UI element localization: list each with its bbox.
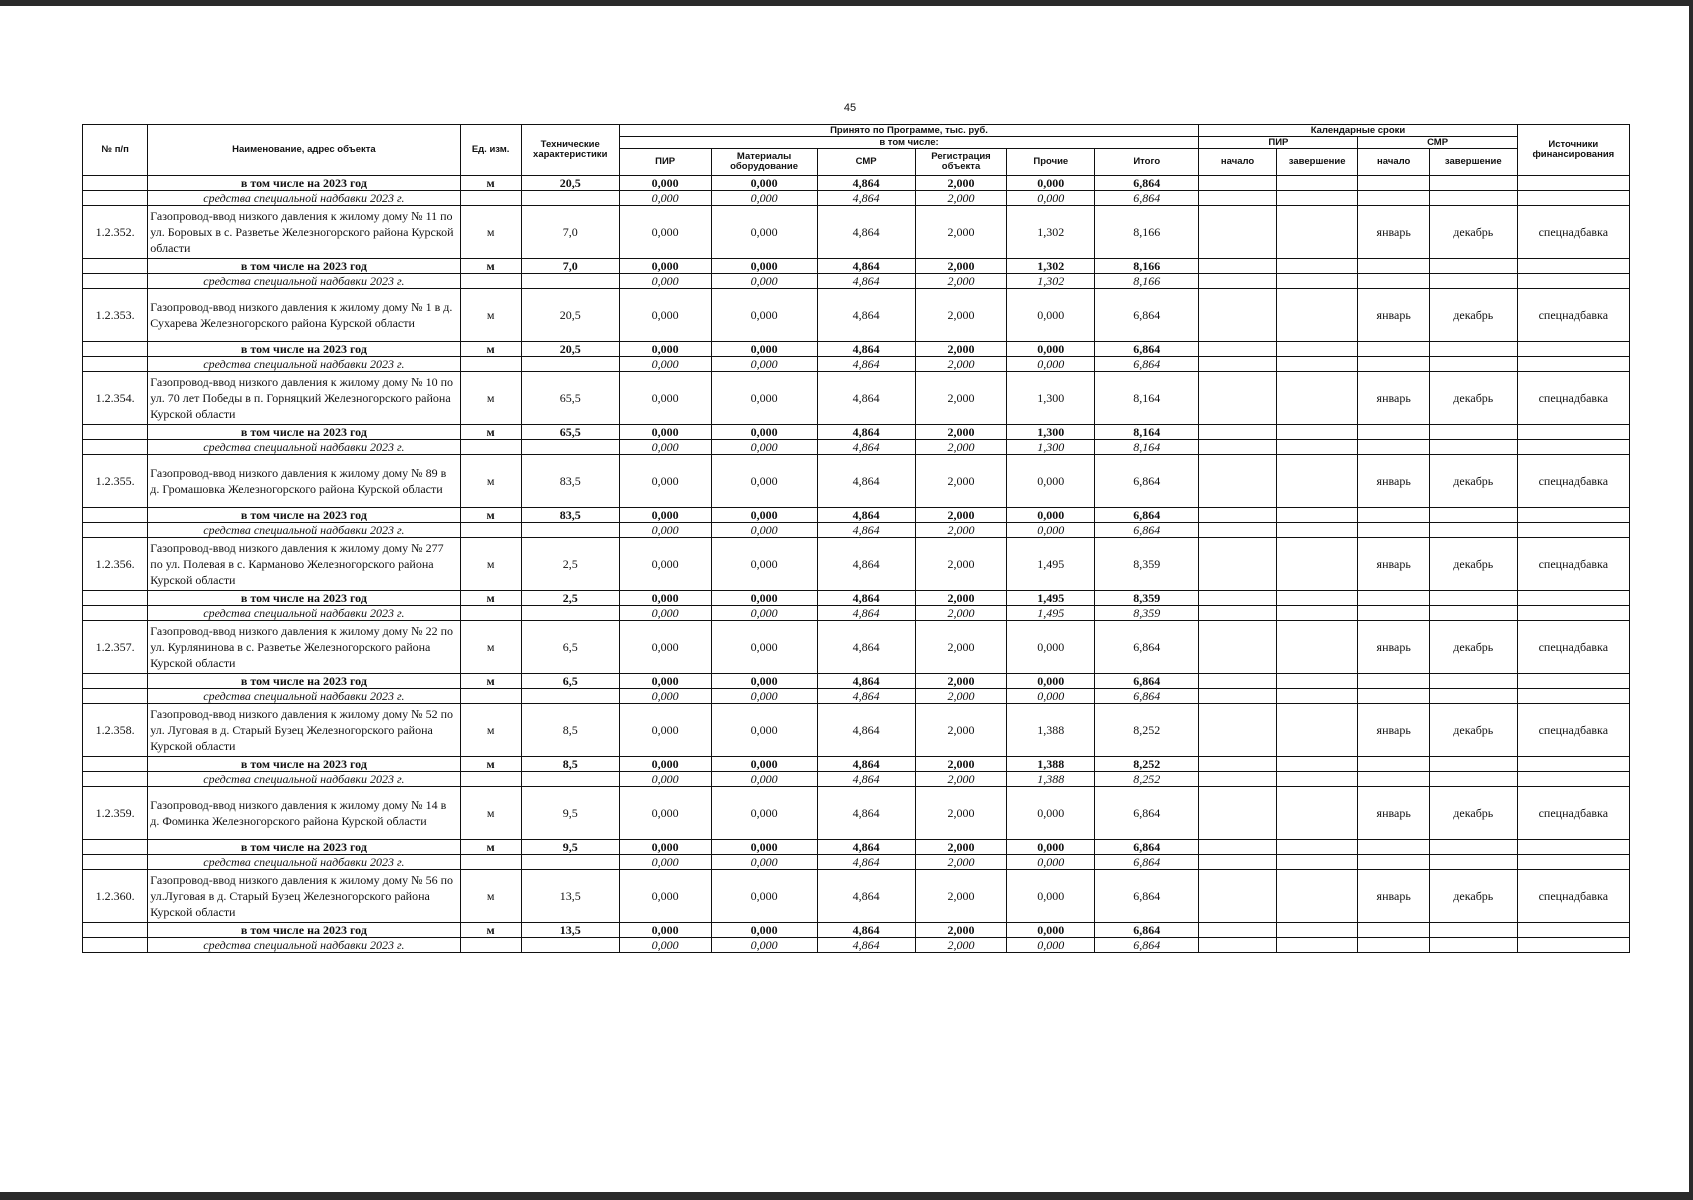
object-tech: 9,5 bbox=[521, 787, 619, 840]
table-row bbox=[83, 870, 1630, 923]
object-funding: спецнадбавка bbox=[1517, 289, 1629, 342]
object-tech: 6,5 bbox=[521, 621, 619, 674]
object-pir: 0,000 bbox=[619, 289, 711, 342]
col-materials: Материалы оборудование bbox=[711, 149, 817, 176]
table-row bbox=[83, 206, 1630, 259]
object-number: 1.2.360. bbox=[83, 870, 148, 923]
object-smr-start: январь bbox=[1358, 787, 1429, 840]
table-row bbox=[83, 455, 1630, 508]
object-other: 0,000 bbox=[1007, 289, 1095, 342]
table-row-subtotal: в том числе на 2023 год м 20,5 0,000 0,000 4,864 2,000 0,000 6,864 bbox=[83, 176, 1630, 191]
object-smr-end: декабрь bbox=[1429, 870, 1517, 923]
table-row-special: средства специальной надбавки 2023 г. 0,000 0,000 4,864 2,000 1,388 8,252 bbox=[83, 772, 1630, 787]
object-total: 8,359 bbox=[1095, 538, 1199, 591]
object-number: 1.2.357. bbox=[83, 621, 148, 674]
object-materials: 0,000 bbox=[711, 787, 817, 840]
object-smr: 4,864 bbox=[817, 704, 915, 757]
object-pir: 0,000 bbox=[619, 870, 711, 923]
object-tech: 8,5 bbox=[521, 704, 619, 757]
subtotal-label: в том числе на 2023 год bbox=[148, 923, 460, 938]
object-other: 0,000 bbox=[1007, 621, 1095, 674]
object-tech: 20,5 bbox=[521, 289, 619, 342]
object-materials: 0,000 bbox=[711, 704, 817, 757]
object-name: Газопровод-ввод низкого давления к жилому дому № 11 по ул. Боровых в с. Разветье Железногорского района Курской области bbox=[148, 206, 460, 259]
object-smr-end: декабрь bbox=[1429, 704, 1517, 757]
object-other: 0,000 bbox=[1007, 787, 1095, 840]
object-funding: спецнадбавка bbox=[1517, 372, 1629, 425]
object-name: Газопровод-ввод низкого давления к жилому дому № 277 по ул. Полевая в с. Карманово Железногорского района Курской области bbox=[148, 538, 460, 591]
object-tech: 7,0 bbox=[521, 206, 619, 259]
table-row-special: средства специальной надбавки 2023 г. 0,000 0,000 4,864 2,000 0,000 6,864 bbox=[83, 191, 1630, 206]
table-row-subtotal: в том числе на 2023 год м 6,5 0,000 0,000 4,864 2,000 0,000 6,864 bbox=[83, 674, 1630, 689]
object-smr: 4,864 bbox=[817, 621, 915, 674]
subtotal-label: в том числе на 2023 год bbox=[148, 176, 460, 191]
object-smr: 4,864 bbox=[817, 870, 915, 923]
object-pir: 0,000 bbox=[619, 538, 711, 591]
object-smr: 4,864 bbox=[817, 455, 915, 508]
object-other: 1,300 bbox=[1007, 372, 1095, 425]
col-smr-start: начало bbox=[1358, 149, 1429, 176]
table-row-special: средства специальной надбавки 2023 г. 0,000 0,000 4,864 2,000 1,302 8,166 bbox=[83, 274, 1630, 289]
col-funding: Источники финансирования bbox=[1517, 125, 1629, 176]
table-row-special: средства специальной надбавки 2023 г. 0,000 0,000 4,864 2,000 0,000 6,864 bbox=[83, 357, 1630, 372]
object-funding: спецнадбавка bbox=[1517, 621, 1629, 674]
object-name: Газопровод-ввод низкого давления к жилому дому № 52 по ул. Луговая в д. Старый Бузец Железногорского района Курской области bbox=[148, 704, 460, 757]
object-materials: 0,000 bbox=[711, 206, 817, 259]
object-smr: 4,864 bbox=[817, 206, 915, 259]
object-smr-end: декабрь bbox=[1429, 787, 1517, 840]
col-unit: Ед. изм. bbox=[460, 125, 521, 176]
object-total: 8,252 bbox=[1095, 704, 1199, 757]
col-registration: Регистрация объекта bbox=[915, 149, 1007, 176]
col-total: Итого bbox=[1095, 149, 1199, 176]
object-smr-end: декабрь bbox=[1429, 289, 1517, 342]
col-num: № п/п bbox=[83, 125, 148, 176]
object-materials: 0,000 bbox=[711, 372, 817, 425]
col-other: Прочие bbox=[1007, 149, 1095, 176]
subtotal-label: в том числе на 2023 год bbox=[148, 757, 460, 772]
object-unit: м bbox=[460, 538, 521, 591]
object-number: 1.2.352. bbox=[83, 206, 148, 259]
object-unit: м bbox=[460, 704, 521, 757]
object-pir: 0,000 bbox=[619, 372, 711, 425]
object-smr: 4,864 bbox=[817, 372, 915, 425]
table-row-subtotal: в том числе на 2023 год м 83,5 0,000 0,000 4,864 2,000 0,000 6,864 bbox=[83, 508, 1630, 523]
object-smr: 4,864 bbox=[817, 787, 915, 840]
object-funding: спецнадбавка bbox=[1517, 704, 1629, 757]
object-funding: спецнадбавка bbox=[1517, 455, 1629, 508]
object-other: 0,000 bbox=[1007, 870, 1095, 923]
special-label: средства специальной надбавки 2023 г. bbox=[148, 855, 460, 870]
object-name: Газопровод-ввод низкого давления к жилому дому № 22 по ул. Курлянинова в с. Разветье Железногорского района Курской области bbox=[148, 621, 460, 674]
table-row bbox=[83, 289, 1630, 342]
object-smr-start: январь bbox=[1358, 372, 1429, 425]
table-row bbox=[83, 787, 1630, 840]
table-row-subtotal: в том числе на 2023 год м 65,5 0,000 0,000 4,864 2,000 1,300 8,164 bbox=[83, 425, 1630, 440]
object-funding: спецнадбавка bbox=[1517, 206, 1629, 259]
object-materials: 0,000 bbox=[711, 289, 817, 342]
table-row bbox=[83, 372, 1630, 425]
table-row-subtotal: в том числе на 2023 год м 20,5 0,000 0,000 4,864 2,000 0,000 6,864 bbox=[83, 342, 1630, 357]
col-smr-end: завершение bbox=[1429, 149, 1517, 176]
object-total: 6,864 bbox=[1095, 289, 1199, 342]
col-tech: Технические характеристики bbox=[521, 125, 619, 176]
col-cal-pir: ПИР bbox=[1199, 137, 1358, 149]
col-pir-end: завершение bbox=[1276, 149, 1358, 176]
special-label: средства специальной надбавки 2023 г. bbox=[148, 772, 460, 787]
col-calendar: Календарные сроки bbox=[1199, 125, 1517, 137]
table-row-special: средства специальной надбавки 2023 г. 0,000 0,000 4,864 2,000 0,000 6,864 bbox=[83, 855, 1630, 870]
object-pir: 0,000 bbox=[619, 206, 711, 259]
object-total: 6,864 bbox=[1095, 870, 1199, 923]
object-name: Газопровод-ввод низкого давления к жилому дому № 14 в д. Фоминка Железногорского района Курской области bbox=[148, 787, 460, 840]
object-smr-start: январь bbox=[1358, 206, 1429, 259]
object-smr-start: январь bbox=[1358, 621, 1429, 674]
object-registration: 2,000 bbox=[915, 787, 1007, 840]
object-registration: 2,000 bbox=[915, 206, 1007, 259]
object-pir: 0,000 bbox=[619, 455, 711, 508]
object-unit: м bbox=[460, 621, 521, 674]
object-number: 1.2.354. bbox=[83, 372, 148, 425]
special-label: средства специальной надбавки 2023 г. bbox=[148, 357, 460, 372]
table-row-subtotal: в том числе на 2023 год м 7,0 0,000 0,000 4,864 2,000 1,302 8,166 bbox=[83, 259, 1630, 274]
scan-right-edge bbox=[1689, 0, 1693, 1200]
object-registration: 2,000 bbox=[915, 372, 1007, 425]
table-row-special: средства специальной надбавки 2023 г. 0,000 0,000 4,864 2,000 1,495 8,359 bbox=[83, 606, 1630, 621]
col-pir: ПИР bbox=[619, 149, 711, 176]
object-unit: м bbox=[460, 206, 521, 259]
col-smr: СМР bbox=[817, 149, 915, 176]
object-materials: 0,000 bbox=[711, 621, 817, 674]
object-smr-start: январь bbox=[1358, 870, 1429, 923]
special-label: средства специальной надбавки 2023 г. bbox=[148, 689, 460, 704]
table-row bbox=[83, 538, 1630, 591]
subtotal-label: в том числе на 2023 год bbox=[148, 342, 460, 357]
object-smr-end: декабрь bbox=[1429, 621, 1517, 674]
object-smr-start: январь bbox=[1358, 455, 1429, 508]
table-row-subtotal: в том числе на 2023 год м 2,5 0,000 0,000 4,864 2,000 1,495 8,359 bbox=[83, 591, 1630, 606]
special-label: средства специальной надбавки 2023 г. bbox=[148, 523, 460, 538]
object-funding: спецнадбавка bbox=[1517, 538, 1629, 591]
object-total: 6,864 bbox=[1095, 621, 1199, 674]
scan-bottom-edge bbox=[0, 1192, 1693, 1200]
col-accepted: Принято по Программе, тыс. руб. bbox=[619, 125, 1199, 137]
table-row-subtotal: в том числе на 2023 год м 8,5 0,000 0,000 4,864 2,000 1,388 8,252 bbox=[83, 757, 1630, 772]
object-unit: м bbox=[460, 870, 521, 923]
object-unit: м bbox=[460, 372, 521, 425]
object-registration: 2,000 bbox=[915, 455, 1007, 508]
object-tech: 65,5 bbox=[521, 372, 619, 425]
special-label: средства специальной надбавки 2023 г. bbox=[148, 606, 460, 621]
table-row-special: средства специальной надбавки 2023 г. 0,000 0,000 4,864 2,000 0,000 6,864 bbox=[83, 938, 1630, 953]
object-number: 1.2.356. bbox=[83, 538, 148, 591]
object-other: 1,495 bbox=[1007, 538, 1095, 591]
table-row-subtotal: в том числе на 2023 год м 9,5 0,000 0,000 4,864 2,000 0,000 6,864 bbox=[83, 840, 1630, 855]
object-smr-end: декабрь bbox=[1429, 538, 1517, 591]
object-smr-start: январь bbox=[1358, 704, 1429, 757]
object-other: 1,388 bbox=[1007, 704, 1095, 757]
object-materials: 0,000 bbox=[711, 870, 817, 923]
object-smr-end: декабрь bbox=[1429, 455, 1517, 508]
col-cal-smr: СМР bbox=[1358, 137, 1517, 149]
object-total: 6,864 bbox=[1095, 787, 1199, 840]
object-materials: 0,000 bbox=[711, 538, 817, 591]
program-table bbox=[82, 124, 1630, 953]
col-including: в том числе: bbox=[619, 137, 1199, 149]
object-tech: 83,5 bbox=[521, 455, 619, 508]
object-number: 1.2.359. bbox=[83, 787, 148, 840]
object-total: 8,166 bbox=[1095, 206, 1199, 259]
col-name: Наименование, адрес объекта bbox=[148, 125, 460, 176]
subtotal-label: в том числе на 2023 год bbox=[148, 508, 460, 523]
object-number: 1.2.358. bbox=[83, 704, 148, 757]
object-smr-start: январь bbox=[1358, 289, 1429, 342]
subtotal-label: в том числе на 2023 год bbox=[148, 840, 460, 855]
special-label: средства специальной надбавки 2023 г. bbox=[148, 191, 460, 206]
object-pir: 0,000 bbox=[619, 621, 711, 674]
page-number: 45 bbox=[843, 102, 857, 114]
object-smr-end: декабрь bbox=[1429, 206, 1517, 259]
table-row bbox=[83, 704, 1630, 757]
object-tech: 13,5 bbox=[521, 870, 619, 923]
object-funding: спецнадбавка bbox=[1517, 787, 1629, 840]
object-registration: 2,000 bbox=[915, 704, 1007, 757]
object-name: Газопровод-ввод низкого давления к жилому дому № 10 по ул. 70 лет Победы в п. Горняцкий Железногорского района Курской области bbox=[148, 372, 460, 425]
object-total: 6,864 bbox=[1095, 455, 1199, 508]
object-pir: 0,000 bbox=[619, 787, 711, 840]
object-smr-end: декабрь bbox=[1429, 372, 1517, 425]
object-registration: 2,000 bbox=[915, 870, 1007, 923]
subtotal-label: в том числе на 2023 год bbox=[148, 674, 460, 689]
table-row-subtotal: в том числе на 2023 год м 13,5 0,000 0,000 4,864 2,000 0,000 6,864 bbox=[83, 923, 1630, 938]
object-tech: 2,5 bbox=[521, 538, 619, 591]
table-row-special: средства специальной надбавки 2023 г. 0,000 0,000 4,864 2,000 0,000 6,864 bbox=[83, 523, 1630, 538]
subtotal-label: в том числе на 2023 год bbox=[148, 591, 460, 606]
col-pir-start: начало bbox=[1199, 149, 1277, 176]
object-smr: 4,864 bbox=[817, 538, 915, 591]
object-number: 1.2.355. bbox=[83, 455, 148, 508]
object-unit: м bbox=[460, 787, 521, 840]
table-row bbox=[83, 621, 1630, 674]
object-funding: спецнадбавка bbox=[1517, 870, 1629, 923]
object-unit: м bbox=[460, 289, 521, 342]
object-name: Газопровод-ввод низкого давления к жилому дому № 89 в д. Громашовка Железногорского района Курской области bbox=[148, 455, 460, 508]
object-registration: 2,000 bbox=[915, 621, 1007, 674]
object-smr: 4,864 bbox=[817, 289, 915, 342]
object-unit: м bbox=[460, 455, 521, 508]
object-materials: 0,000 bbox=[711, 455, 817, 508]
special-label: средства специальной надбавки 2023 г. bbox=[148, 440, 460, 455]
special-label: средства специальной надбавки 2023 г. bbox=[148, 274, 460, 289]
subtotal-label: в том числе на 2023 год bbox=[148, 259, 460, 274]
object-other: 0,000 bbox=[1007, 455, 1095, 508]
object-name: Газопровод-ввод низкого давления к жилому дому № 1 в д. Сухарева Железногорского района Курской области bbox=[148, 289, 460, 342]
object-pir: 0,000 bbox=[619, 704, 711, 757]
object-smr-start: январь bbox=[1358, 538, 1429, 591]
object-total: 8,164 bbox=[1095, 372, 1199, 425]
object-other: 1,302 bbox=[1007, 206, 1095, 259]
table-row-special: средства специальной надбавки 2023 г. 0,000 0,000 4,864 2,000 1,300 8,164 bbox=[83, 440, 1630, 455]
subtotal-label: в том числе на 2023 год bbox=[148, 425, 460, 440]
object-registration: 2,000 bbox=[915, 289, 1007, 342]
object-number: 1.2.353. bbox=[83, 289, 148, 342]
object-registration: 2,000 bbox=[915, 538, 1007, 591]
special-label: средства специальной надбавки 2023 г. bbox=[148, 938, 460, 953]
table-row-special: средства специальной надбавки 2023 г. 0,000 0,000 4,864 2,000 0,000 6,864 bbox=[83, 689, 1630, 704]
object-name: Газопровод-ввод низкого давления к жилому дому № 56 по ул.Луговая в д. Старый Бузец Железногорского района Курской области bbox=[148, 870, 460, 923]
